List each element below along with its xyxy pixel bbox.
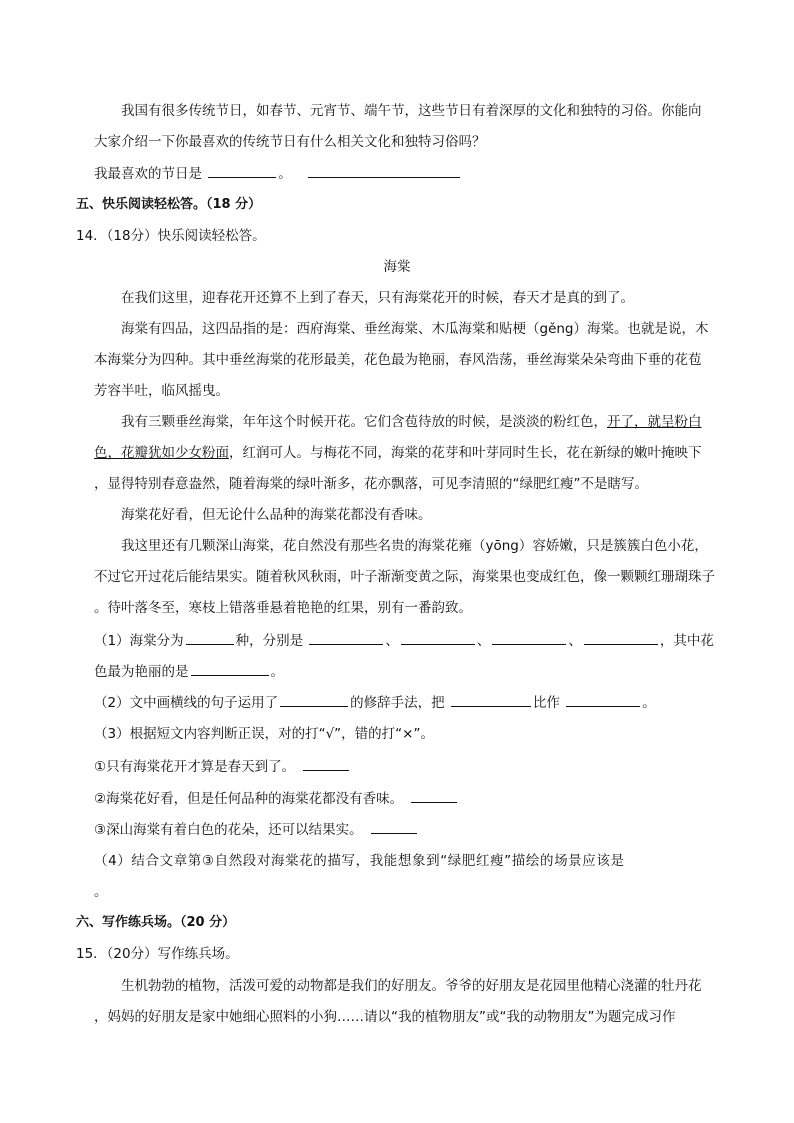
question-3-item-3: ③深山海棠有着白色的花朵，还可以结果实。 xyxy=(94,819,718,840)
answer-blank[interactable] xyxy=(566,692,640,707)
question-1-line-1: （1）海棠分为 种，分别是 、 、 、 ，其中花 xyxy=(94,630,718,651)
passage-paragraph-5-line-2: 不过它开过花后能结果实。随着秋风秋雨，叶子渐渐变黄之际，海棠果也变成红色，像一颗颗红珊瑚珠子 xyxy=(94,569,715,585)
underlined-sentence: 开了，就呈粉白 xyxy=(607,414,702,430)
answer-blank[interactable] xyxy=(309,630,383,645)
passage-paragraph-4: 海棠花好看，但无论什么品种的海棠花都没有香味。 xyxy=(121,507,432,523)
question-15-title: 15．（20分）写作练兵场。 xyxy=(76,946,239,962)
question-3-item-2: ②海棠花好看，但是任何品种的海棠花都没有香味。 xyxy=(94,788,718,809)
intro-line-1: 我国有很多传统节日，如春节、元宵节、端午节，这些节日有着深厚的文化和独特的习俗。你能向 xyxy=(121,103,702,119)
writing-prompt-line-2: ，妈妈的好朋友是家中她细心照料的小狗……请以“我的植物朋友”或“我的动物朋友”为题完成习作 xyxy=(94,1009,676,1025)
passage-paragraph-5-line-3: 。待叶落冬至，寒枝上错落垂悬着艳艳的红果，别有一番韵致。 xyxy=(94,600,472,616)
passage-paragraph-3-line-1: 我有三颗垂丝海棠，年年这个时候开花。它们含苞待放的时候，是淡淡的粉红色，开了，就呈粉白 xyxy=(121,414,702,430)
intro-line-2: 大家介绍一下你最喜欢的传统节日有什么相关文化和独特习俗吗？ xyxy=(94,134,486,150)
writing-prompt-line-1: 生机勃勃的植物，活泼可爱的动物都是我们的好朋友。爷爷的好朋友是花园里他精心浇灌的牡丹花 xyxy=(121,978,702,994)
question-4: （4）结合文章第③自然段对海棠花的描写，我能想象到“绿肥红瘦”描绘的场景应该是 xyxy=(94,853,625,869)
passage-paragraph-3-line-3: ，显得特别春意盎然，随着海棠的绿叶渐多，花亦飘落，可见李清照的“绿肥红瘦”不是瞎写。 xyxy=(94,476,648,492)
question-4-answer-end: 。 xyxy=(94,884,108,900)
passage-title: 海棠 xyxy=(383,259,411,275)
answer-blank[interactable] xyxy=(411,788,457,803)
question-3: （3）根据短文内容判断正误，对的打“√”，错的打“×”。 xyxy=(94,726,434,742)
section-5-heading: 五、快乐阅读轻松答。（18 分） xyxy=(76,197,262,212)
answer-blank[interactable] xyxy=(371,819,417,834)
question-14-title: 14．（18分）快乐阅读轻松答。 xyxy=(76,228,266,244)
answer-blank[interactable] xyxy=(308,163,460,178)
passage-paragraph-2-line-3: 芳容半吐，临风摇曳。 xyxy=(94,383,229,399)
passage-paragraph-3-line-2: 色，花瓣犹如少女粉面，红润可人。与梅花不同，海棠的花芽和叶芽同时生长，花在新绿的嫩叶掩映下 xyxy=(94,445,702,461)
question-2: （2）文中画横线的句子运用了 的修辞手法，把 比作 。 xyxy=(94,692,718,713)
answer-blank[interactable] xyxy=(208,163,276,178)
passage-paragraph-2-line-1: 海棠有四品，这四品指的是：西府海棠、垂丝海棠、木瓜海棠和贴梗（gěng）海棠。也就是说，木 xyxy=(121,321,709,337)
favorite-festival-prompt: 我最喜欢的节日是 xyxy=(94,166,202,182)
answer-blank[interactable] xyxy=(280,692,348,707)
question-3-item-1: ①只有海棠花开才算是春天到了。 xyxy=(94,756,718,777)
answer-blank[interactable] xyxy=(584,630,658,645)
answer-blank[interactable] xyxy=(401,630,475,645)
favorite-festival-line: 我最喜欢的节日是 。 xyxy=(94,163,718,184)
underlined-sentence: 色，花瓣犹如少女粉面 xyxy=(94,445,229,461)
section-6-heading: 六、写作练兵场。（20 分） xyxy=(76,915,236,930)
answer-blank[interactable] xyxy=(186,630,234,645)
answer-blank[interactable] xyxy=(303,756,349,771)
answer-blank[interactable] xyxy=(451,692,531,707)
passage-paragraph-1: 在我们这里，迎春花开还算不上到了春天，只有海棠花开的时候，春天才是真的到了。 xyxy=(121,290,634,306)
passage-paragraph-5-line-1: 我这里还有几颗深山海棠，花自然没有那些名贵的海棠花雍（yōng）容娇嫩，只是簇簇白色小花， xyxy=(121,538,708,554)
answer-blank[interactable] xyxy=(492,630,566,645)
passage-paragraph-2-line-2: 本海棠分为四种。其中垂丝海棠的花形最美，花色最为艳丽，春风浩荡，垂丝海棠朵朵弯曲下垂的花苞 xyxy=(94,352,702,368)
answer-blank[interactable] xyxy=(191,661,269,676)
question-1-line-2: 色最为艳丽的是 。 xyxy=(94,661,718,682)
